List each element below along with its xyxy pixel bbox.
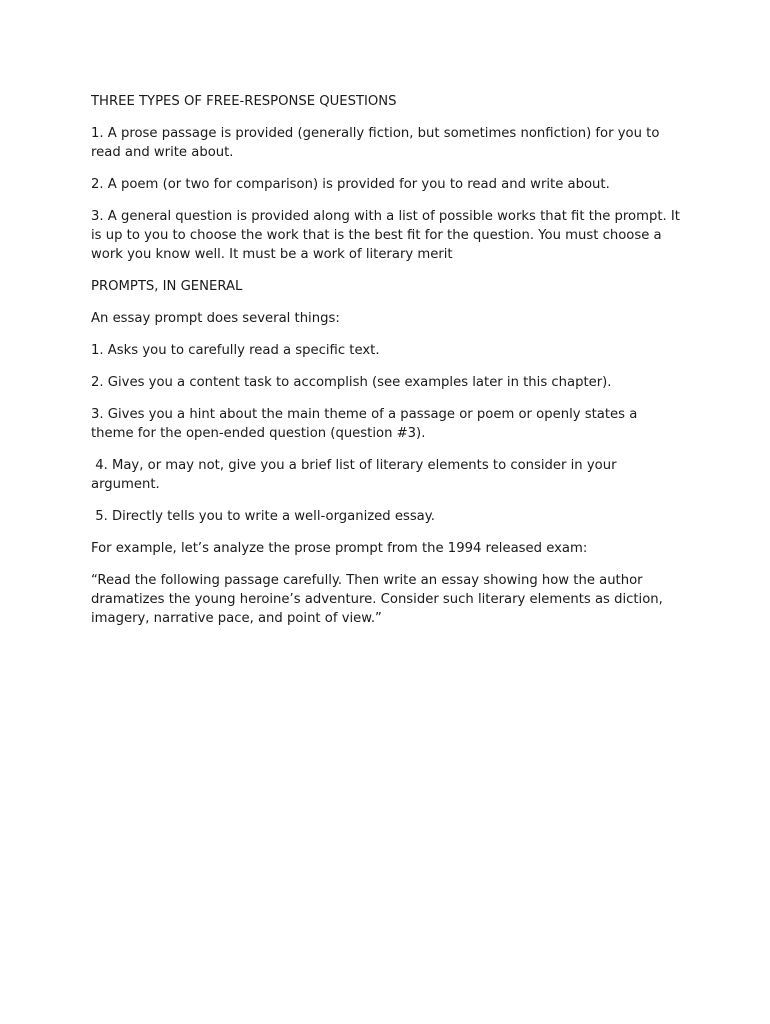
example-intro: For example, let’s analyze the prose prompt from the 1994 released exam:	[91, 541, 588, 556]
document-page	[91, 92, 685, 641]
type-item-poem: 2. A poem (or two for comparison) is provided for you to read and write about.	[91, 177, 610, 192]
example-quote: “Read the following passage carefully. Then write an essay showing how the author dramatizes the young heroine’s adventure. Consider such literary elements as diction, imagery, narrative pace, and point of view.”	[91, 573, 668, 626]
section-heading-types: THREE TYPES OF FREE-RESPONSE QUESTIONS	[91, 94, 397, 109]
prompt-point-read: 1. Asks you to carefully read a specific text.	[91, 343, 380, 358]
type-item-prose: 1. A prose passage is provided (generally fiction, but sometimes nonfiction) for you to read and write about.	[91, 126, 664, 160]
prompt-point-task: 2. Gives you a content task to accomplish (see examples later in this chapter).	[91, 375, 612, 390]
prompt-point-elements: 4. May, or may not, give you a brief list of literary elements to consider in your argument.	[91, 458, 621, 492]
type-item-open-question: 3. A general question is provided along with a list of possible works that fit the prompt. It is up to you to choose the work that is the best fit for the question. You must choose a work you know well. It must be a work of literary merit	[91, 209, 685, 262]
prompt-point-essay: 5. Directly tells you to write a well-organized essay.	[91, 509, 435, 524]
section-heading-prompts: PROMPTS, IN GENERAL	[91, 279, 243, 294]
prompts-intro: An essay prompt does several things:	[91, 311, 340, 326]
prompt-point-theme: 3. Gives you a hint about the main theme of a passage or poem or openly states a theme for the open-ended question (question #3).	[91, 407, 642, 441]
